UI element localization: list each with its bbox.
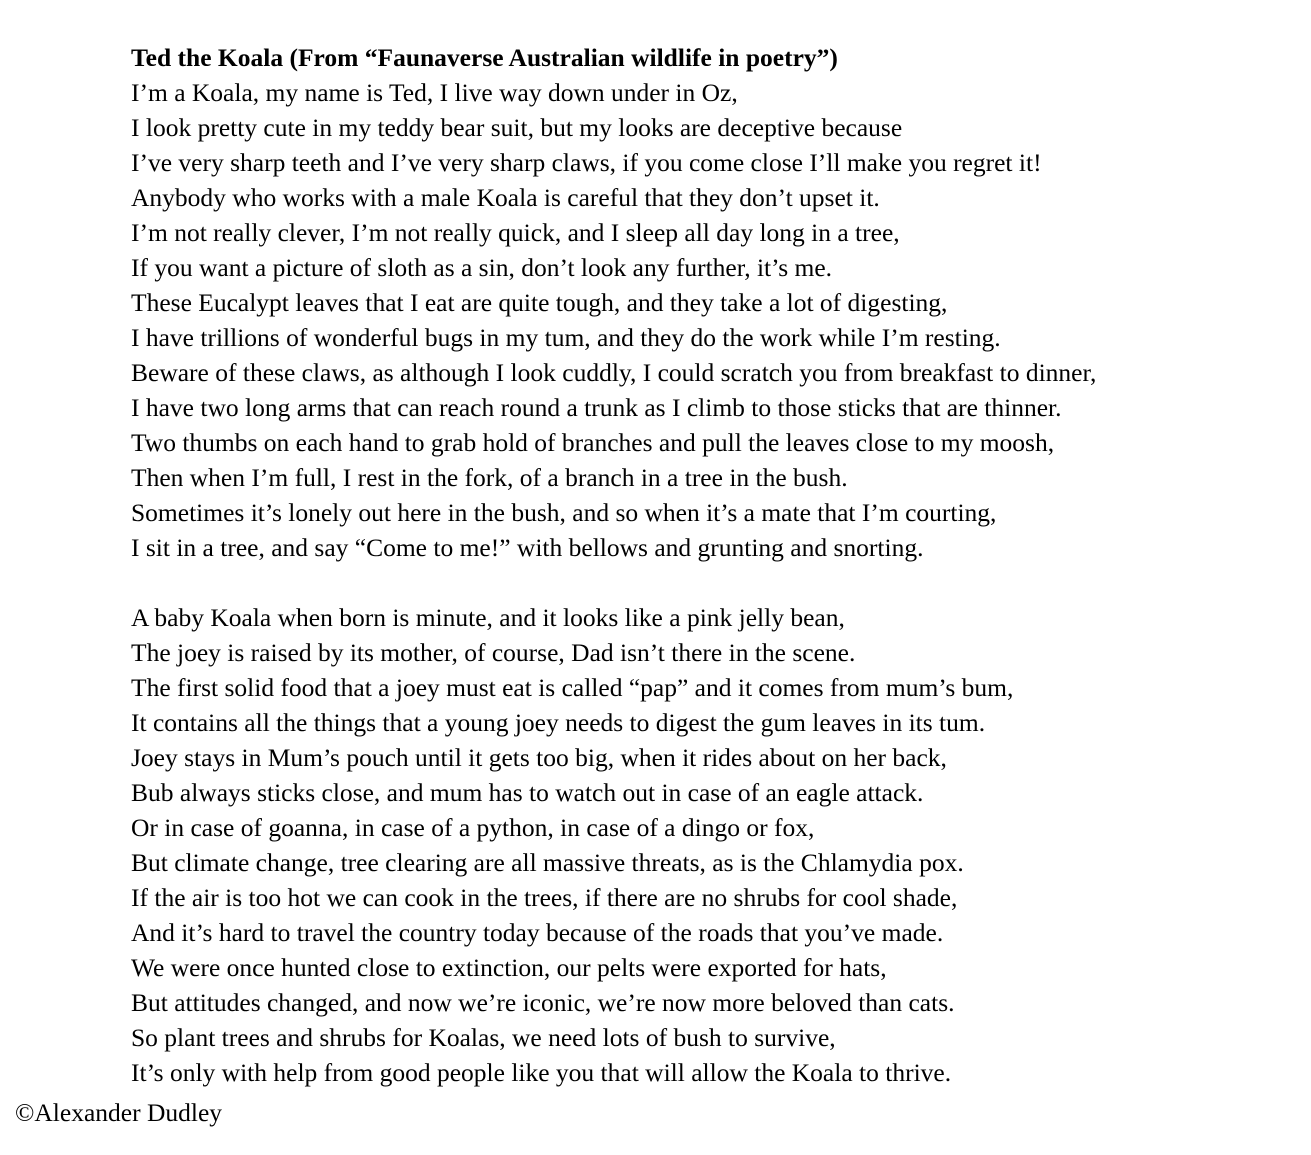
poem-line: And it’s hard to travel the country today because of the roads that you’ve made.	[131, 918, 944, 947]
poem-line: Two thumbs on each hand to grab hold of branches and pull the leaves close to my moosh,	[131, 428, 1055, 457]
poem-line: It’s only with help from good people like you that will allow the Koala to thrive.	[131, 1058, 952, 1087]
stanza-2	[131, 600, 1306, 1090]
poem-line: I look pretty cute in my teddy bear suit, but my looks are deceptive because	[131, 113, 903, 142]
poem-line: I have trillions of wonderful bugs in my tum, and they do the work while I’m resting.	[131, 323, 1001, 352]
poem-line: A baby Koala when born is minute, and it looks like a pink jelly bean,	[131, 603, 845, 632]
poem	[131, 40, 1306, 1090]
poem-line: It contains all the things that a young joey needs to digest the gum leaves in its tum.	[131, 708, 986, 737]
poem-line: Anybody who works with a male Koala is careful that they don’t upset it.	[131, 183, 880, 212]
poem-line: The first solid food that a joey must eat is called “pap” and it comes from mum’s bum,	[131, 673, 1014, 702]
copyright-notice: ©Alexander Dudley	[15, 1098, 223, 1127]
poem-line: If you want a picture of sloth as a sin, don’t look any further, it’s me.	[131, 253, 833, 282]
poem-line: I’ve very sharp teeth and I’ve very sharp claws, if you come close I’ll make you regret it!	[131, 148, 1042, 177]
poem-line: I’m not really clever, I’m not really quick, and I sleep all day long in a tree,	[131, 218, 900, 247]
poem-line: Bub always sticks close, and mum has to watch out in case of an eagle attack.	[131, 778, 924, 807]
poem-line: I have two long arms that can reach round a trunk as I climb to those sticks that are thinner.	[131, 393, 1062, 422]
poem-line: If the air is too hot we can cook in the trees, if there are no shrubs for cool shade,	[131, 883, 958, 912]
poem-line: Sometimes it’s lonely out here in the bush, and so when it’s a mate that I’m courting,	[131, 498, 997, 527]
poem-line: The joey is raised by its mother, of course, Dad isn’t there in the scene.	[131, 638, 856, 667]
poem-title: Ted the Koala (From “Faunaverse Australian wildlife in poetry”)	[131, 43, 838, 72]
poem-line: But attitudes changed, and now we’re iconic, we’re now more beloved than cats.	[131, 988, 955, 1017]
poem-line: I’m a Koala, my name is Ted, I live way down under in Oz,	[131, 78, 738, 107]
poem-body	[131, 75, 1306, 1090]
poem-line: But climate change, tree clearing are all massive threats, as is the Chlamydia pox.	[131, 848, 964, 877]
poem-line: We were once hunted close to extinction, our pelts were exported for hats,	[131, 953, 887, 982]
poem-line: Joey stays in Mum’s pouch until it gets too big, when it rides about on her back,	[131, 743, 947, 772]
poem-line: Or in case of goanna, in case of a python, in case of a dingo or fox,	[131, 813, 815, 842]
poem-line: I sit in a tree, and say “Come to me!” with bellows and grunting and snorting.	[131, 533, 924, 562]
poem-line: Beware of these claws, as although I look cuddly, I could scratch you from breakfast to dinner,	[131, 358, 1097, 387]
stanza-1	[131, 75, 1306, 565]
stanza-gap	[131, 565, 1306, 600]
poem-line: Then when I’m full, I rest in the fork, of a branch in a tree in the bush.	[131, 463, 848, 492]
poem-line: So plant trees and shrubs for Koalas, we need lots of bush to survive,	[131, 1023, 836, 1052]
poem-line: These Eucalypt leaves that I eat are quite tough, and they take a lot of digesting,	[131, 288, 948, 317]
